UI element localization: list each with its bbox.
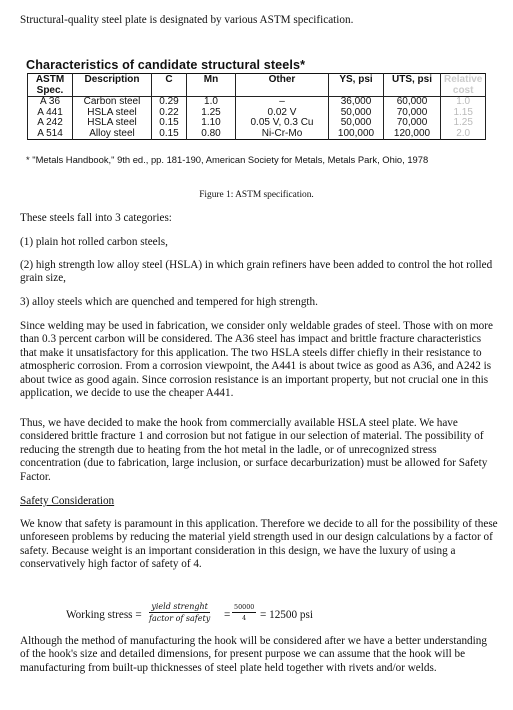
working-stress-formula [66,601,366,627]
formula-fraction-2 [232,603,256,622]
header-uts: UTS, psi [384,74,441,97]
formula-fraction-1 [149,602,210,623]
table-row: A 441 HSLA steel 0.22 1.25 0.02 V 50,000 70,000 1.15 [28,108,486,119]
table-row: A 514 Alloy steel 0.15 0.80 Ni-Cr-Mo 100,000 120,000 2.0 [28,129,486,140]
steel-table-figure [26,58,513,170]
table-title: Characteristics of candidate structural steels* [26,58,306,72]
formula-result: = 12500 psi [260,609,313,621]
formula-numerator-2: 50000 [234,603,255,611]
header-astm: ASTM Spec. [28,74,73,97]
header-c: C [152,74,187,97]
formula-denominator-2: 4 [242,614,247,622]
category-1: (1) plain hot rolled carbon steels, [20,236,168,248]
paragraph-welding: Since welding may be used in fabrication, we consider only weldable grades of steel. Those with on more than 0.3 percent carbon will be considered. The A36 steel has impact and brittle fracture characteristics that make it unsatisfactory for this application. The two HSLA steels differ chiefly in their resistance to atmospheric corrosion. From a corrosion viewpoint, the A441 is about twice as good as A36, and A242 is about twice as good again. Since corrosion resistance is an important property, but not crucial one in this application, we decide to use the cheaper A441. [20,320,493,400]
table-header-row [28,74,486,97]
header-description: Description [73,74,152,97]
paragraph-hook-material: Thus, we have decided to make the hook from commercially available HSLA steel plate. We have considered brittle fracture 1 and corrosion but not fatigue in our selection of material. The possibility of reducing the strength due to heating from the hot metal in the ladle, or of unrecognized stress concentration (due to fabrication, large inclusion, or surface decarburization) must be allowed for Safety Factor. [20,417,488,483]
paragraph-safety: We know that safety is paramount in this application. Therefore we decide to all for the possibility of these unforeseen problems by reducing the material yield strength used in our design calculations by a factor of safety. Because weight is an important consideration in this design, we have the luxury of using a conservatively high factor of safety of 4. [20,518,498,571]
formula-equals: = [224,609,231,621]
category-3: 3) alloy steels which are quenched and tempered for high strength. [20,296,318,308]
paragraph-manufacturing: Although the method of manufacturing the hook will be considered after we have a better understanding of the hook's size and detailed dimensions, for present purpose we can assume that the hook will be manufacturing from built-up thicknesses of steel plate held together with rivets and/or welds. [20,635,487,674]
safety-heading: Safety Consideration [20,495,115,507]
header-other: Other [236,74,329,97]
formula-denominator-1: factor of safety [149,614,211,623]
formula-lhs: Working stress = [66,609,142,621]
paragraph-categories: These steels fall into 3 categories: [20,212,172,224]
figure-caption: Figure 1: ASTM specification. [199,190,314,200]
category-2: (2) high strength low alloy steel (HSLA) in which grain refiners have been added to control the hot rolled grain size, [20,259,493,285]
header-ys: YS, psi [329,74,384,97]
header-mn: Mn [187,74,236,97]
header-relative-cost: Relative cost [441,74,486,97]
intro-text: Structural-quality steel plate is designated by various ASTM specification. [20,14,354,26]
table-row: A 242 HSLA steel 0.15 1.10 0.05 V, 0.3 Cu 50,000 70,000 1.25 [28,118,486,129]
steel-characteristics-table [27,73,486,140]
table-row: A 36 Carbon steel 0.29 1.0 – 36,000 60,000 1.0 [28,97,486,108]
formula-numerator-1: yield strenght [149,602,210,613]
table-footnote: * "Metals Handbook," 9th ed., pp. 181-190, American Society for Metals, Metals Park, Ohio, 1978 [26,154,429,165]
